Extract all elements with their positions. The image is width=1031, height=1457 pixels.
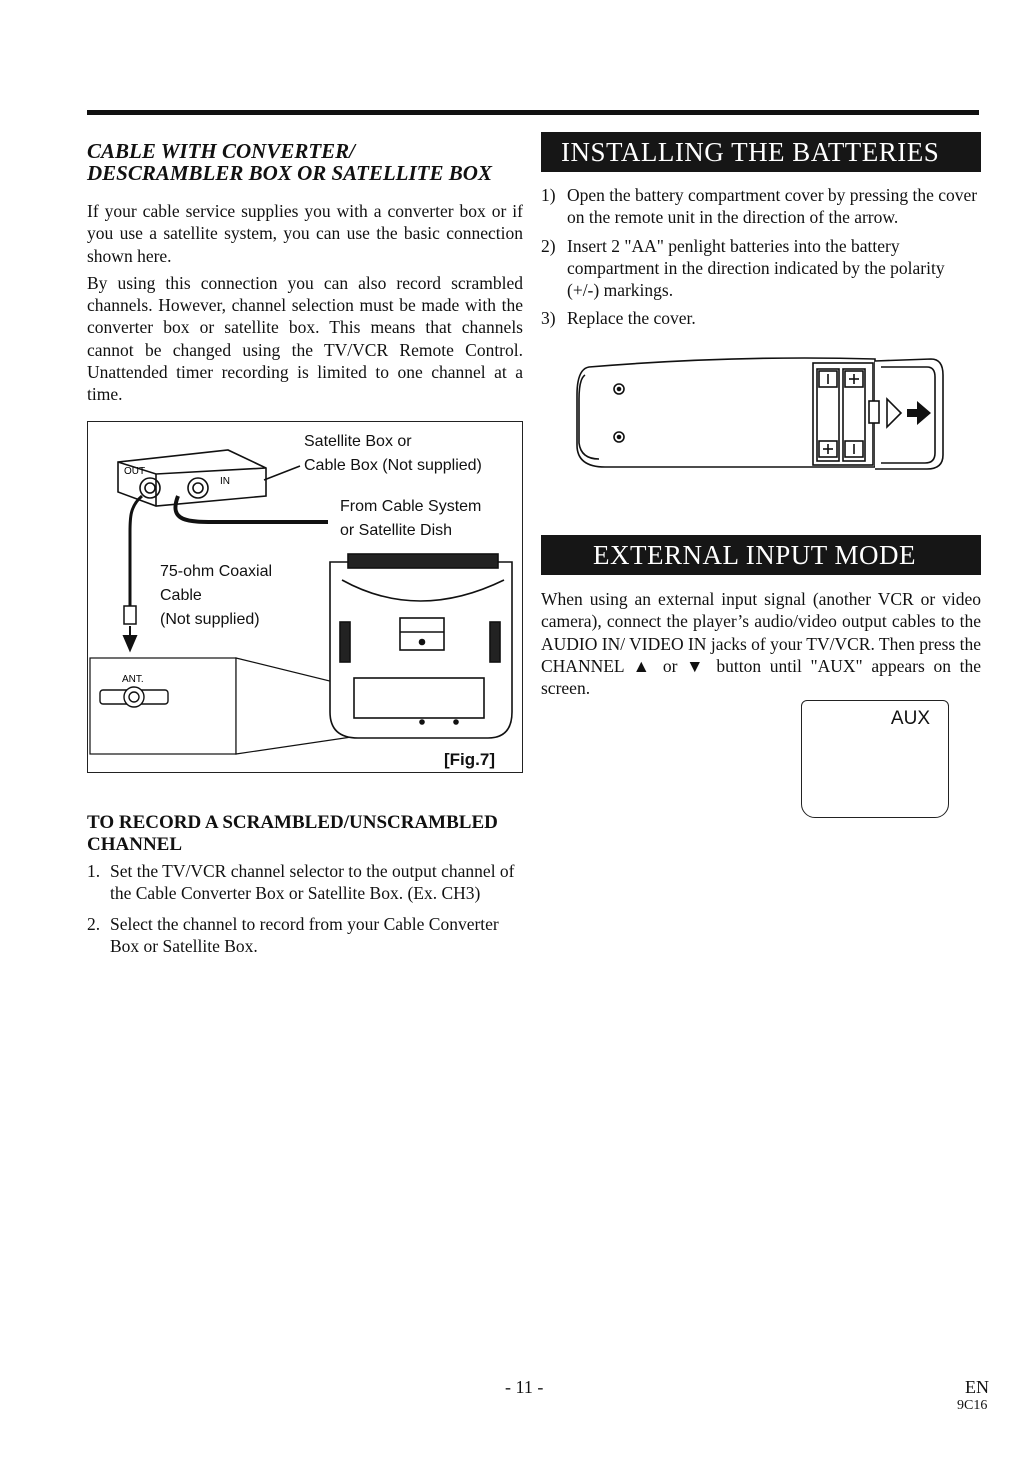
satellite-box-label: Satellite Box or Cable Box (Not supplied)	[304, 433, 482, 474]
batteries-steps	[541, 184, 981, 330]
list-item: 3) Replace the cover.	[541, 308, 696, 329]
ant-label: ANT.	[122, 674, 144, 685]
connection-figure	[87, 421, 523, 773]
tv-back-illustration	[330, 554, 512, 738]
coax-cable	[130, 496, 142, 614]
out-label: OUT	[124, 466, 146, 477]
page-number: - 11 -	[505, 1377, 544, 1397]
list-item: 2. Select the channel to record from your Cable Converter Box or Satellite Box.	[87, 913, 499, 956]
in-label: IN	[220, 476, 230, 487]
cable-section	[87, 140, 523, 411]
remote-battery-illustration	[575, 355, 947, 480]
external-input-paragraph: When using an external input signal (another VCR or video camera), connect the player’s audio/video output cables to the AUDIO IN/ VIDEO IN jacks of your TV/VCR. Then press the CHANNEL ▲ or ▼ button until "AUX" appears on the screen.	[541, 589, 981, 699]
cable-heading: CABLE WITH CONVERTER/ DESCRAMBLER BOX OR SATELLITE BOX	[87, 139, 492, 185]
cable-intro-paragraph: If your cable service supplies you with a converter box or if you use a satellite system, you can use the basic connection shown here.	[87, 201, 523, 266]
down-arrow	[124, 626, 136, 650]
batteries-heading: INSTALLING THE BATTERIES	[541, 132, 981, 172]
external-input-heading-wrap	[541, 535, 981, 575]
external-input-heading: EXTERNAL INPUT MODE	[541, 535, 981, 575]
record-heading: TO RECORD A SCRAMBLED/UNSCRAMBLED CHANNEL	[87, 812, 498, 855]
top-rule	[87, 110, 979, 115]
coaxial-cable-label: 75-ohm Coaxial Cable (Not supplied)	[160, 563, 273, 628]
list-item: 1. Set the TV/VCR channel selector to the output channel of the Cable Converter Box or Satellite Box. (Ex. CH3)	[87, 861, 515, 904]
cable-source-label: From Cable System or Satellite Dish	[340, 498, 482, 539]
model-code: 9C16	[957, 1398, 988, 1413]
cable-scrambled-paragraph: By using this connection you can also record scrambled channels. However, channel selection must be made with the converter box or satellite box. This means that channels cannot be changed using the TV/VCR Remote Control. Unattended timer recording is limited to one channel at a time.	[87, 272, 523, 405]
batteries-section	[541, 132, 981, 336]
record-steps	[87, 860, 527, 965]
list-item: 1) Open the battery compartment cover by pressing the cover on the remote unit in the direction of the arrow.	[541, 185, 978, 228]
language-code: EN	[965, 1377, 989, 1397]
ant-panel	[90, 658, 236, 754]
aux-screen	[801, 700, 949, 818]
coax-connector	[124, 606, 136, 624]
list-item: 2) Insert 2 "AA" penlight batteries into the battery compartment in the direction indicated by the polarity (+/-) markings.	[541, 235, 945, 301]
box-pointer-line	[264, 466, 300, 480]
aux-screen-text: AUX	[890, 708, 930, 729]
figure-caption: [Fig.7]	[444, 750, 495, 769]
